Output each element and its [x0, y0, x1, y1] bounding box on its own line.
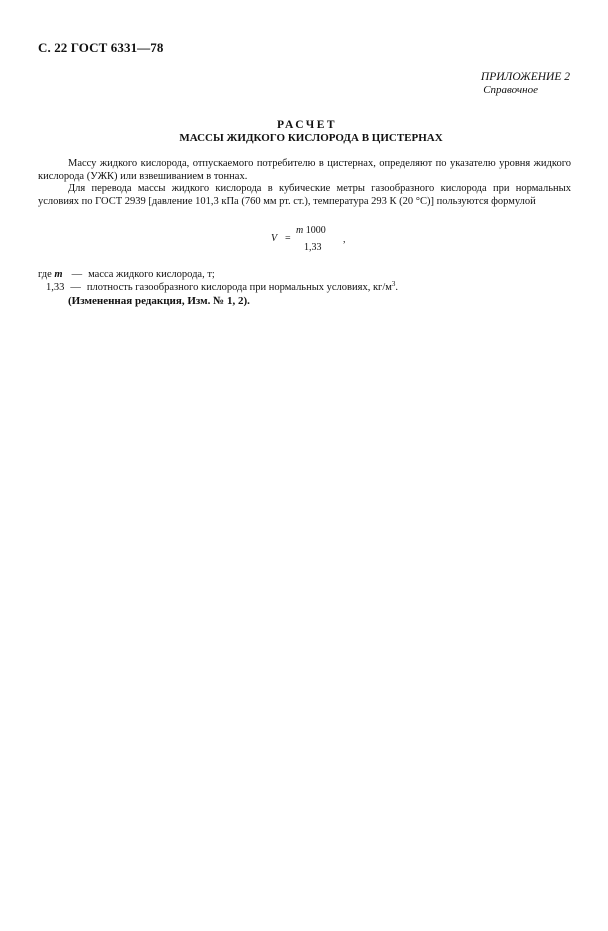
- amendment-note: (Измененная редакция, Изм. № 1, 2).: [68, 295, 250, 307]
- legend-dash: —: [70, 282, 81, 293]
- legend-prefix: где: [38, 269, 52, 280]
- paragraph-mass-determination: Массу жидкого кислорода, отпускаемого потребителю в цистернах, определяют по указателю уровня жидкого кислорода (УЖК) или взвешиванием в тоннах.: [38, 158, 571, 182]
- paragraph-volume-conversion: Для перевода массы жидкого кислорода в кубические метры газообразного кислорода при нормальных условиях по ГОСТ 2939 [давление 101,3 кПа (760 мм рт. ст.), температура 293 К (20 °С)] пользуются формулой: [38, 183, 571, 207]
- legend-description: масса жидкого кислорода, т;: [88, 269, 215, 280]
- legend-superscript: 3: [391, 280, 396, 288]
- legend-item-mass: [38, 269, 215, 280]
- formula-equals: =: [285, 233, 291, 244]
- formula-numerator-value: 1000: [305, 225, 326, 236]
- section-subtitle: МАССЫ ЖИДКОГО КИСЛОРОДА В ЦИСТЕРНАХ: [179, 132, 443, 144]
- formula-numerator: [296, 225, 326, 236]
- formula-trailing-comma: ,: [343, 234, 346, 245]
- page-header: С. 22 ГОСТ 6331—78: [38, 40, 164, 55]
- legend-item-density: [46, 282, 398, 293]
- formula-denominator: 1,33: [304, 242, 322, 253]
- volume-formula: [271, 225, 351, 255]
- appendix-type: Справочное: [483, 84, 538, 96]
- legend-symbol: 1,33: [46, 282, 65, 293]
- legend-dash: —: [71, 269, 83, 280]
- legend-end: .: [395, 282, 399, 293]
- appendix-label: ПРИЛОЖЕНИЕ 2: [480, 71, 570, 83]
- formula-lhs: V: [271, 233, 278, 244]
- legend-symbol: m: [54, 269, 63, 280]
- formula-numerator-var: m: [296, 225, 304, 236]
- legend-description: плотность газообразного кислорода при нормальных условиях, кг/м: [86, 282, 392, 293]
- section-title: РАСЧЕТ: [276, 119, 338, 131]
